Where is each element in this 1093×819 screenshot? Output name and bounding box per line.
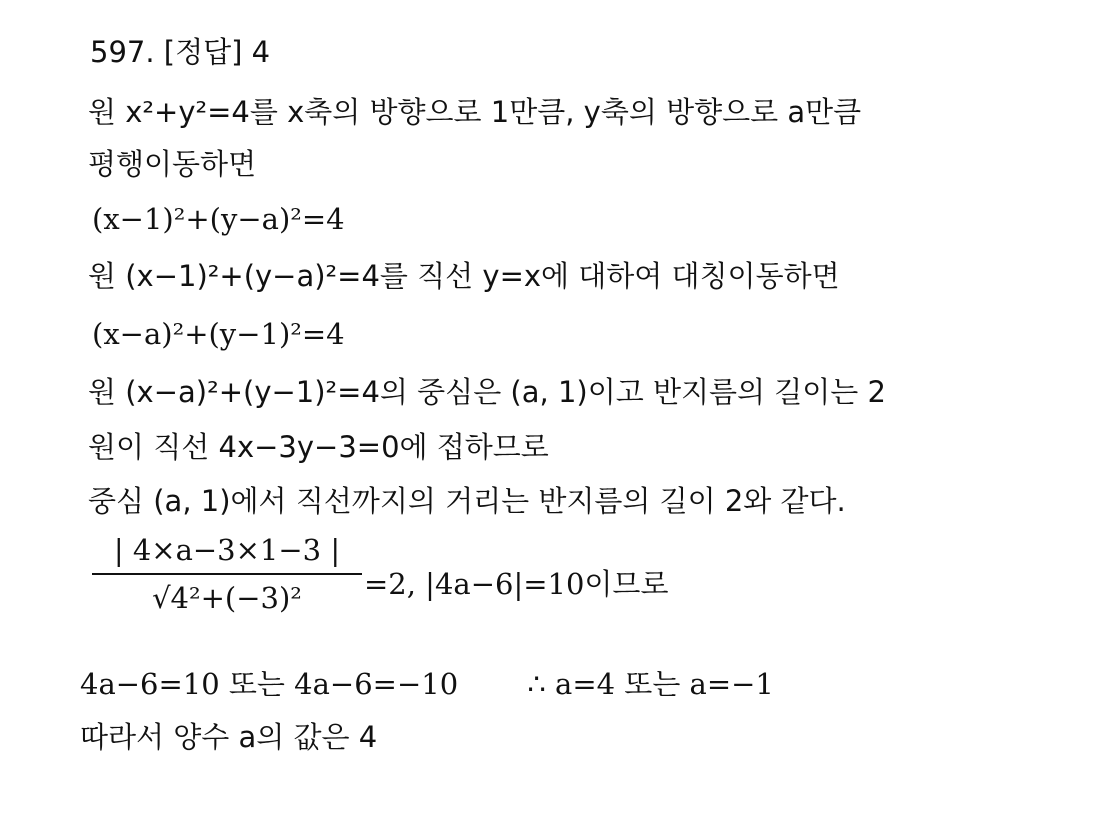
text-line-5: 원이 직선 4x−3y−3=0에 접하므로 <box>88 430 549 464</box>
equation-line-2: (x−a)²+(y−1)²=4 <box>92 317 345 351</box>
fraction-denominator: √4²+(−3)² <box>152 581 302 615</box>
therefore-statement: ∴ a=4 또는 a=−1 <box>527 667 774 701</box>
equation-line-1: (x−1)²+(y−a)²=4 <box>92 202 345 236</box>
problem-header: 597. [정답] 4 <box>90 35 271 69</box>
fraction-result-math: =2, |4a−6|=10 <box>364 567 585 601</box>
text-line-2: 평행이동하면 <box>88 147 257 181</box>
text-line-6: 중심 (a, 1)에서 직선까지의 거리는 반지름의 길이 2와 같다. <box>88 484 846 518</box>
case-equations: 4a−6=10 또는 4a−6=−10 <box>80 667 459 701</box>
distance-fraction <box>92 533 362 615</box>
fraction-result-text: 이므로 <box>584 567 669 601</box>
fraction-result <box>364 562 668 603</box>
text-line-4: 원 (x−a)²+(y−1)²=4의 중심은 (a, 1)이고 반지름의 길이는 2 <box>88 375 886 409</box>
text-line-1: 원 x²+y²=4를 x축의 방향으로 1만큼, y축의 방향으로 a만큼 <box>88 95 862 129</box>
text-line-3: 원 (x−1)²+(y−a)²=4를 직선 y=x에 대하여 대칭이동하면 <box>88 259 840 293</box>
final-answer-line: 따라서 양수 a의 값은 4 <box>80 720 378 754</box>
case-line <box>80 667 774 701</box>
fraction-numerator: | 4×a−3×1−3 | <box>113 533 341 567</box>
